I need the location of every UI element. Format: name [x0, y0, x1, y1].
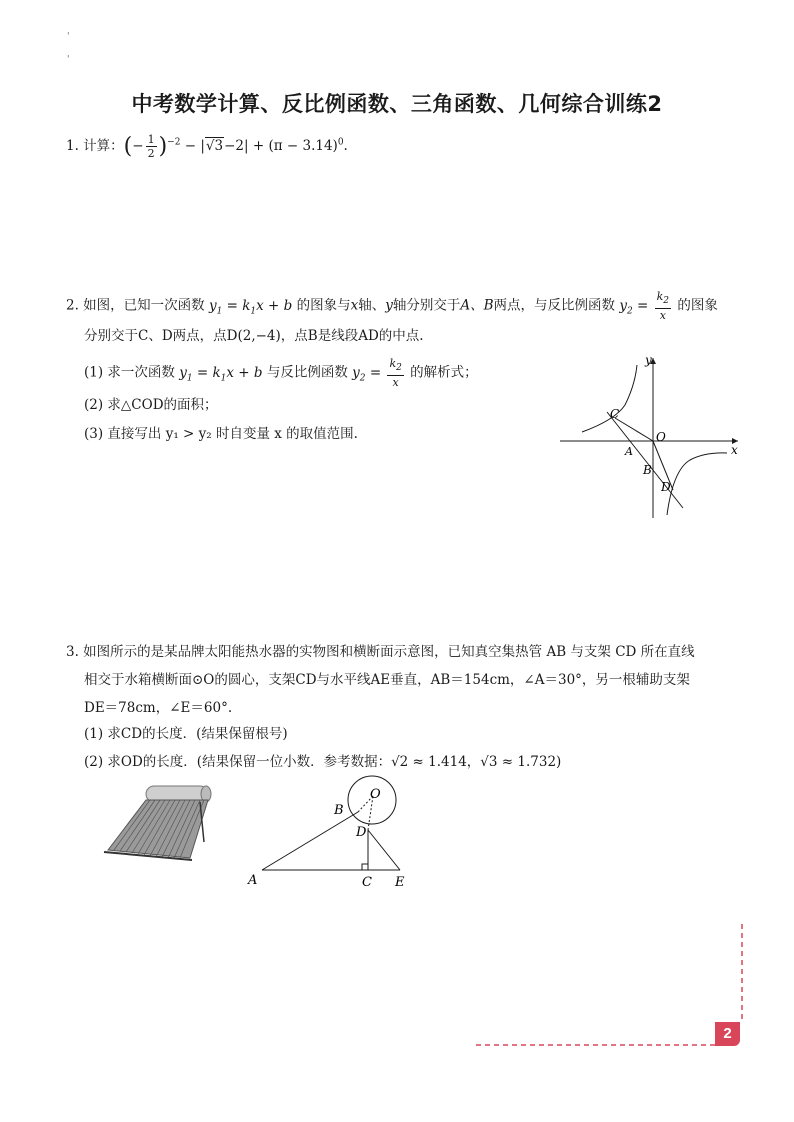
segment-ab [262, 812, 358, 870]
page-number: 2 [715, 1022, 740, 1046]
margin-mark: ' [67, 55, 70, 65]
q2-sub1-text: 与反比例函数 [266, 364, 348, 381]
label-x: x [731, 443, 738, 457]
q2-sub1-text: (1) 求一次函数 [84, 364, 175, 381]
solar-water-heater-image [100, 780, 218, 862]
label-y: y [645, 353, 652, 367]
label-e: E [395, 875, 405, 890]
q2-text: 轴、 [358, 297, 386, 314]
label-d: D [356, 825, 367, 840]
label-b: B [643, 463, 652, 477]
page-corner-decoration [470, 920, 750, 1050]
question-3-line-1: 3. 如图所示的是某品牌太阳能热水器的实物图和横断面示意图，已知真空集热管 AB 与支架 CD 所在直线 [66, 644, 695, 660]
question-3-sub-1: (1) 求CD的长度．(结果保留根号) [84, 726, 288, 742]
label-a: A [625, 445, 633, 458]
q2-text: 的图象与 [296, 297, 351, 314]
q1-expression: (− $\frac{1}{2}$ )$^{-2} - |√3-2| + (\pi - 3.14)^0$. [123, 133, 348, 160]
question-2-line-1: 2. 如图，已知一次函数 $y_1 = k_1x + b$ 的图象与x轴、y轴分别交于A、B两点，与反比例函数 $y_2$ = $\frac{k_2}{x}$ 的图象 [66, 290, 718, 323]
margin-mark: ' [67, 32, 70, 42]
line-cd [607, 412, 683, 508]
q2-sub1-text: 的解析式； [410, 364, 478, 381]
linear-function: $y_1 = k_1x + b$ [208, 297, 293, 317]
question-2-sub-2: (2) 求△COD的面积； [84, 397, 218, 413]
question-3-line-3: DE＝78cm，∠E＝60°. [84, 700, 233, 716]
right-angle-mark [362, 864, 368, 870]
question-2-sub-3: (3) 直接写出 y₁ > y₂ 时自变量 x 的取值范围. [84, 426, 358, 442]
question-1 [66, 133, 348, 160]
q2-text: 轴分别交于 [392, 297, 461, 314]
label-o: O [656, 430, 666, 444]
question-2-line-2: 分别交于C、D两点，点D(2,−4)，点B是线段AD的中点. [84, 328, 424, 344]
question-3-line-2: 相交于水箱横断面⊙O的圆心，支架CD与水平线AE垂直，AB＝154cm，∠A＝30°，另一根辅助支架 [84, 672, 690, 688]
q2-text: 两点，与反比例函数 [493, 297, 616, 314]
label-a: A [248, 873, 258, 888]
hyperbola-upper-left [582, 365, 637, 432]
label-c: C [362, 875, 372, 890]
label-b: B [334, 803, 344, 818]
hyperbola-lower-right [667, 453, 727, 515]
label-d: D [661, 480, 671, 494]
segment-de [368, 830, 400, 870]
label-c: C [610, 407, 620, 421]
inverse-function: $y_2$ = $\frac{k_2}{x}$ [619, 290, 670, 323]
label-o: O [370, 787, 381, 802]
q2-text: 的图象 [677, 297, 718, 314]
q1-prefix: 1. 计算： [66, 138, 124, 154]
question-2-sub-1: (1) 求一次函数 $y_1 = k_1x + b$ 与反比例函数 $y_2$ = $\frac{k_2}{x}$ 的解析式； [84, 357, 478, 390]
page-title: 中考数学计算、反比例函数、三角函数、几何综合训练2 [131, 92, 663, 116]
q2-text: 2. 如图，已知一次函数 [66, 297, 205, 314]
cross-section-diagram [240, 772, 420, 892]
question-3-sub-2: (2) 求OD的长度．(结果保留一位小数．参考数据：√2 ≈ 1.414，√3 ≈ 1.732) [84, 754, 562, 770]
coordinate-figure [555, 350, 745, 525]
